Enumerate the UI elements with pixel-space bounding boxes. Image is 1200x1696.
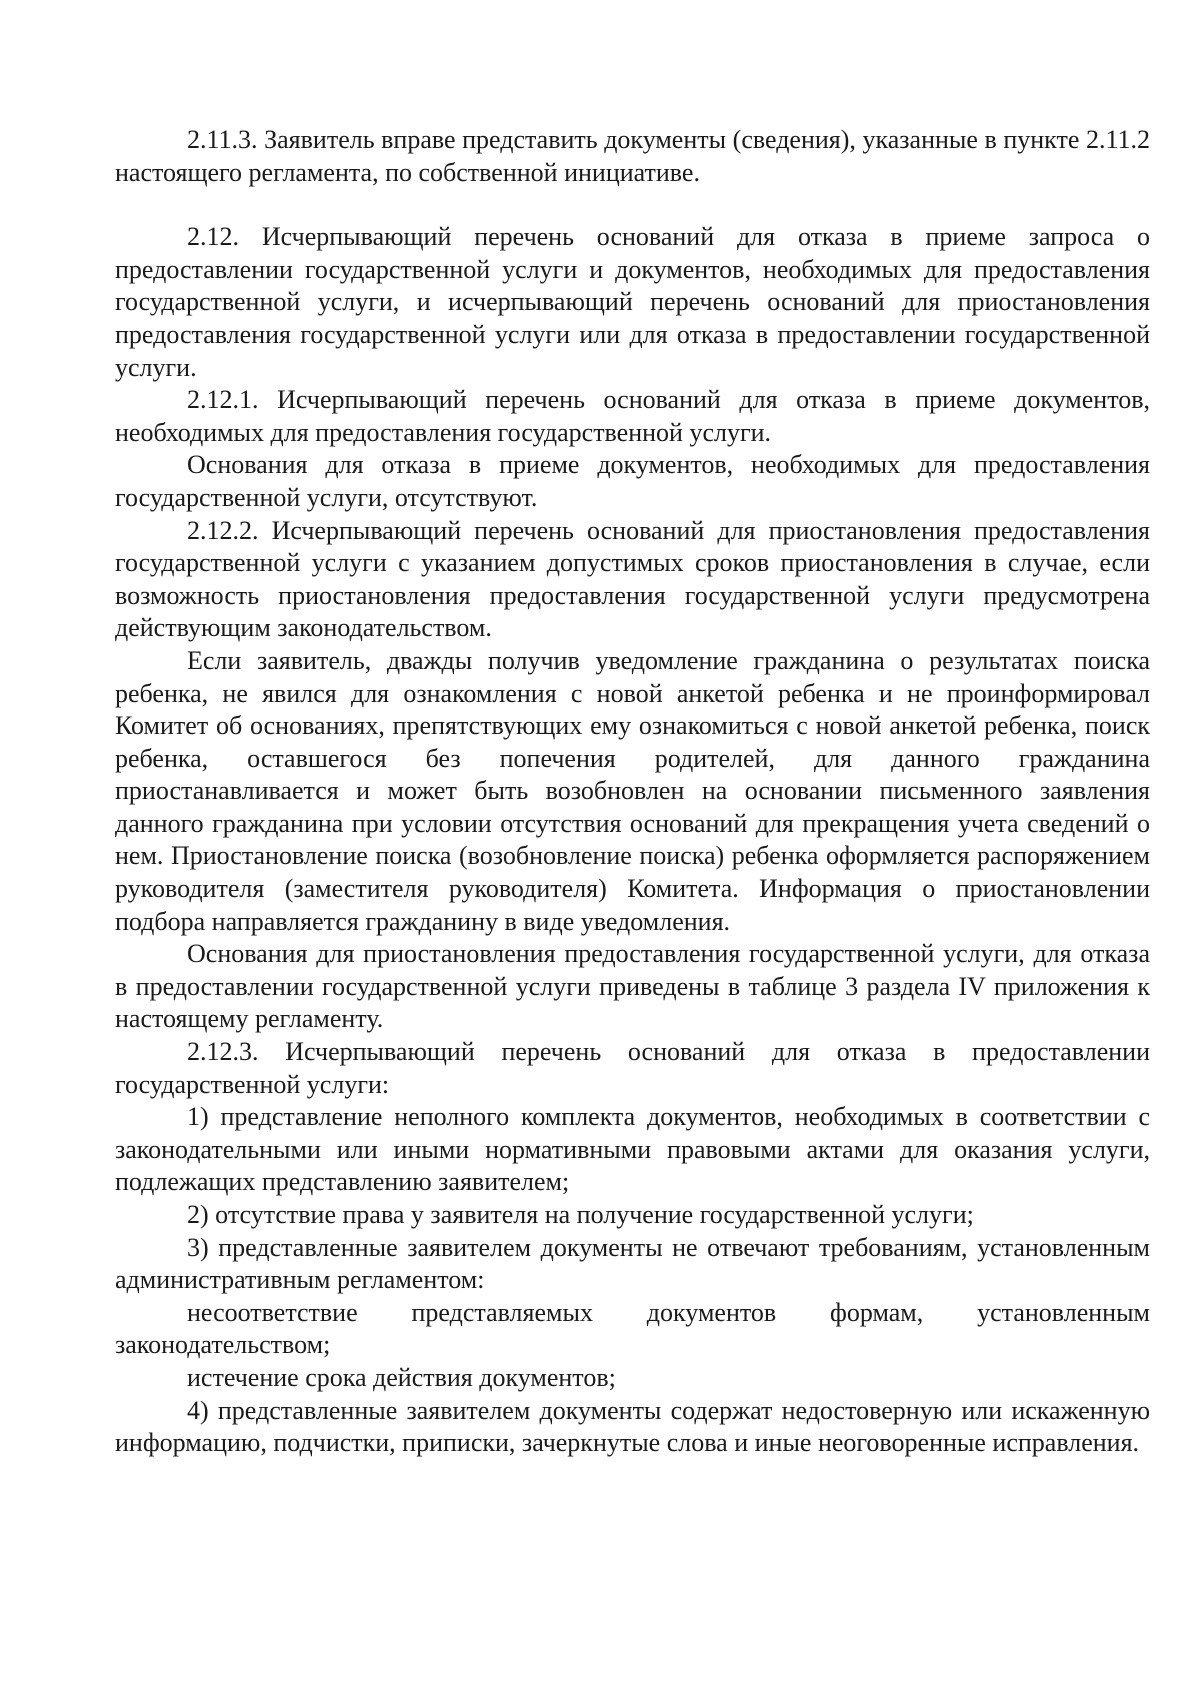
list-item-2: 2) отсутствие права у заявителя на получение государственной услуги; [187, 1200, 974, 1229]
list-item-1: 1) представление неполного комплекта документов, необходимых в соответствии с законодательными или иными нормативными правовыми актами для оказания услуги, подлежащих представлению заявителем; [115, 1102, 1150, 1197]
paragraph-2-12-1: 2.12.1. Исчерпывающий перечень оснований для отказа в приеме документов, необходимых для предоставления государственной услуги. [115, 385, 1150, 447]
paragraph-2-11-3: 2.11.3. Заявитель вправе представить документы (сведения), указанные в пункте 2.11.2 настоящего регламента, по собственной инициативе. [115, 125, 1150, 187]
list-item-3: 3) представленные заявителем документы не отвечают требованиям, установленным административным регламентом: [115, 1232, 1150, 1295]
paragraph-suspension-conditions: Если заявитель, дважды получив уведомление гражданина о результатах поиска ребенка, не явился для ознакомления с новой анкетой ребенка и не проинформировал Комитет об основаниях, препятствующих ему ознакомиться с новой анкетой ребенка, поиск ребенка, оставшегося без попечения родителей, для данного гражданина приостанавливается и может быть возобновлен на основании письменного заявления данного гражданина при условии отсутствия оснований для прекращения учета сведений о нем. Приостановление поиска (возобновление поиска) ребенка оформляется распоряжением руководителя (заместителя руководителя) Комитета. Информация о приостановлении подбора направляется гражданину в виде уведомления. [115, 645, 1150, 936]
paragraph-2-12-heading: 2.12. Исчерпывающий перечень оснований для отказа в приеме запроса о предоставлении государственной услуги и документов, необходимых для предоставления государственной услуги, и исчерпывающий перечень оснований для приостановления предоставления государственной услуги или для отказа в предоставлении государственной услуги. [115, 222, 1150, 382]
list-item-4: 4) представленные заявителем документы содержат недостоверную или искаженную информацию, подчистки, приписки, зачеркнутые слова и иные неоговоренные исправления. [115, 1395, 1150, 1458]
list-subitem-form-mismatch: несоответствие представляемых документов формам, установленным законодательством; [115, 1297, 1150, 1360]
paragraph-2-12-2: 2.12.2. Исчерпывающий перечень оснований для приостановления предоставления государственной услуги с указанием допустимых сроков приостановления в случае, если возможность приостановления предоставления государственной услуги предусмотрена действующим законодательством. [115, 515, 1150, 643]
paragraph-2-12-3: 2.12.3. Исчерпывающий перечень оснований для отказа в предоставлении государственной услуги: [115, 1037, 1150, 1099]
paragraph-table-reference: Основания для приостановления предоставления государственной услуги, для отказа в предоставлении государственной услуги приведены в таблице 3 раздела IV приложения к настоящему регламенту. [115, 939, 1150, 1034]
paragraph-no-refusal-grounds: Основания для отказа в приеме документов, необходимых для предоставления государственной услуги, отсутствуют. [115, 450, 1150, 512]
list-subitem-expiry: истечение срока действия документов; [187, 1362, 616, 1392]
